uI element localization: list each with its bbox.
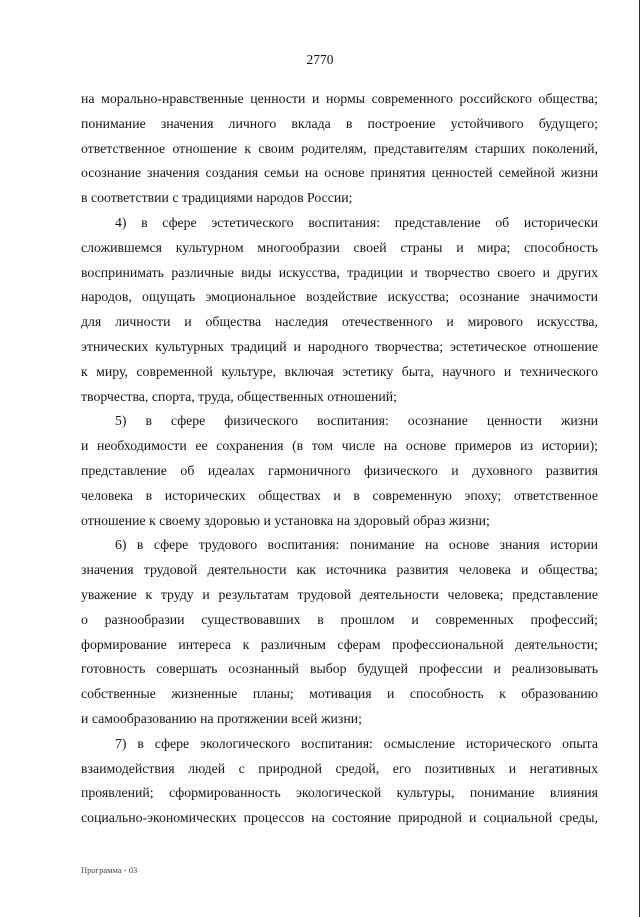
text-line: человека в исторических обществах и в современную эпоху; ответственное (81, 487, 598, 503)
text-line: значения трудовой деятельности как источника развития человека и общества; (81, 562, 598, 578)
text-line: понимание значения личного вклада в построение устойчивого будущего; (81, 115, 598, 131)
text-line: готовность совершать осознанный выбор будущей профессии и реализовывать (81, 661, 598, 677)
text-line: о разнообразии существовавших в прошлом и современных профессий; (81, 611, 598, 627)
text-line: к миру, современной культуре, включая эстетику быта, научного и технического (81, 363, 598, 379)
text-line: собственные жизненные планы; мотивация и способность к образованию (81, 686, 598, 702)
text-line: отношение к своему здоровью и установка на здоровый образ жизни; (81, 512, 490, 528)
text-line: в соответствии с традициями народов России; (81, 190, 353, 206)
text-line: 7) в сфере экологического воспитания: осмысление исторического опыта (115, 735, 598, 751)
text-line: 5) в сфере физического воспитания: осознание ценности жизни (115, 413, 598, 429)
text-line: взаимодействия людей с природной средой, его позитивных и негативных (81, 760, 598, 776)
text-line: для личности и общества наследия отечественного и мирового искусства, (81, 314, 598, 330)
text-line: уважение к труду и результатам трудовой деятельности человека; представление (81, 586, 598, 602)
text-line: проявлений; сформированность экологической культуры, понимание влияния (81, 785, 598, 801)
text-line: воспринимать различные виды искусства, традиции и творчество своего и других (81, 264, 598, 280)
text-line: и необходимости ее сохранения (в том числе на основе примеров из истории); (81, 438, 598, 454)
text-line: ответственное отношение к своим родителям, представителям старших поколений, (81, 140, 598, 156)
text-line: этнических культурных традиций и народного творчества; эстетическое отношение (81, 338, 598, 354)
footer-note: Программа - 03 (81, 865, 138, 875)
text-line: на морально-нравственные ценности и нормы современного российского общества; (81, 91, 598, 106)
text-line: 6) в сфере трудового воспитания: понимание на основе знания истории (115, 537, 598, 553)
text-line: народов, ощущать эмоциональное воздействие искусства; осознание значимости (81, 289, 598, 305)
text-line: представление об идеалах гармоничного физического и духовного развития (81, 462, 598, 478)
text-line: формирование интереса к различным сферам профессиональной деятельности; (81, 636, 598, 652)
text-line: 4) в сфере эстетического воспитания: представление об исторически (115, 214, 598, 230)
text-line: сложившемся культурном многообразии своей страны и мира; способность (81, 239, 598, 255)
body-text (81, 87, 598, 831)
page-number: 2770 (306, 52, 334, 67)
text-line: и самообразованию на протяжении всей жизни; (81, 710, 362, 726)
text-line: осознание значения создания семьи на основе принятия ценностей семейной жизни (81, 165, 598, 181)
text-line: социально-экономических процессов на состояние природной и социальной среды, (81, 810, 598, 826)
text-line: творчества, спорта, труда, общественных отношений; (81, 388, 398, 404)
